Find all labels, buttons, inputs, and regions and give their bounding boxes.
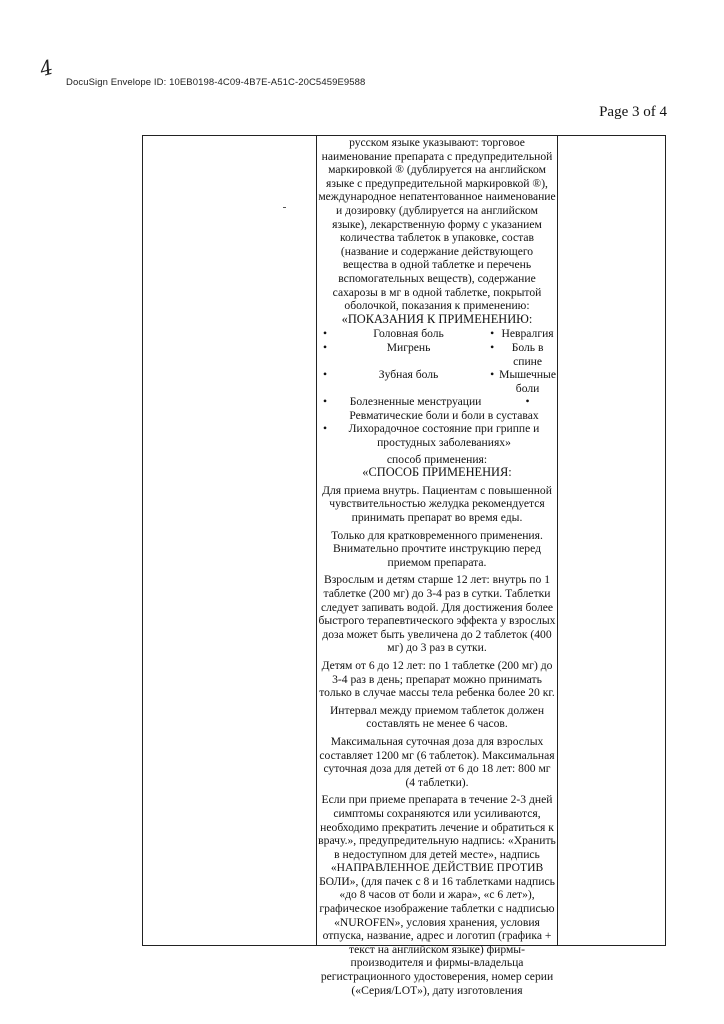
- warnings-paragraph: Если при приеме препарата в течение 2-3 дней симптомы сохраняются или усиливаются, необходимо прекратить лечение и обратиться к врачу.», предупредительную надпись: «Хранить в недоступном для детей месте», надпись «НАПРАВЛЕННОЕ ДЕЙСТВИЕ ПРОТИВ БОЛИ», (для пачек с 8 и 16 таблетками надпись «до 8 часов от боли и жара», «с 6 лет»), графическое изображение таблетки с надписью «NUROFEN», условия хранения, условия отпуска, название, адрес и логотип (графика + текст на английском языке) фирмы-производителя и фирмы-владельца регистрационного удостоверения, номер серии («Серия/LOT»), дату изготовления: [318, 793, 556, 997]
- indications-list: [318, 327, 556, 449]
- table-column-divider-right: [557, 136, 558, 945]
- list-item: [318, 341, 556, 368]
- indication-text: Головная боль: [373, 327, 444, 341]
- list-item: [318, 395, 556, 409]
- list-item: [318, 327, 556, 341]
- method-label: способ применения:: [386, 452, 488, 466]
- indication-text: Мышечные боли: [499, 368, 556, 395]
- method-heading: «СПОСОБ ПРИМЕНЕНИЯ:: [362, 465, 512, 480]
- bullet-icon: •: [525, 395, 530, 409]
- intro-paragraph: русском языке указывают: торговое наименование препарата с предупредительной маркировкой ® (дублируется на английском языке с предупредительной маркировкой ®), международное непатентованное наименование и дозировку (дублируется на английском языке), лекарственную форму с указанием количества таблеток в упаковке, состав (название и содержание действующего вещества в одной таблетке и перечень вспомогательных веществ), содержание сахарозы в мг в одной таблетке, покрытой оболочкой, показания к применению:: [318, 136, 556, 313]
- interval-paragraph: Интервал между приемом таблеток должен составлять не менее 6 часов.: [329, 703, 545, 731]
- docusign-envelope-id: DocuSign Envelope ID: 10EB0198-4C09-4B7E-A51C-20C5459E9588: [66, 77, 366, 88]
- bullet-icon: •: [322, 395, 328, 409]
- indication-text: Болезненные менструации: [349, 395, 482, 409]
- handwritten-mark: 4: [37, 54, 56, 82]
- indication-text: Невралгия: [501, 327, 554, 341]
- bullet-icon: •: [322, 327, 328, 341]
- indication-text: Ревматические боли и боли в суставах: [349, 408, 539, 422]
- indication-text: Мигрень: [386, 340, 431, 354]
- indication-text: Боль в спине: [511, 340, 544, 368]
- list-item: [318, 409, 556, 423]
- document-table: [142, 135, 666, 997]
- oral-paragraph: Для приема внутрь. Пациентам с повышенной чувствительностью желудка рекомендуется принимать препарат во время еды.: [322, 483, 552, 525]
- short-term-paragraph: Только для кратковременного применения. Внимательно прочтите инструкцию перед приемом препарата.: [331, 528, 543, 569]
- bullet-icon: •: [490, 340, 495, 354]
- bullet-icon: •: [490, 368, 495, 382]
- bullet-icon: •: [322, 368, 328, 382]
- table-column-divider-left: [316, 136, 317, 945]
- max-dose-paragraph: Максимальная суточная доза для взрослых составляет 1200 мг (6 таблеток). Максимальная суточная доза для детей от 6 до 18 лет: 800 мг (4 таблетки).: [319, 734, 555, 789]
- label-text-cell: [318, 136, 556, 997]
- adults-dosage-paragraph: Взрослым и детям старше 12 лет: внутрь по 1 таблетке (200 мг) до 3-4 раз в сутки. Таблетки следует запивать водой. Для достижения более быстрого терапевтического эффекта у взрослых доза может быть увеличена до 2 таблеток (400 мг) до 3 раз в сутки.: [318, 573, 556, 655]
- children-dosage-paragraph: Детям от 6 до 12 лет: по 1 таблетке (200 мг) до 3-4 раз в день; препарат можно принимать только в случае массы тела ребенка более 20 кг.: [319, 658, 555, 700]
- list-item: [318, 368, 556, 395]
- bullet-icon: •: [490, 327, 495, 341]
- indication-text: Лихорадочное состояние при гриппе и простудных заболеваниях»: [348, 422, 540, 450]
- indication-text: Зубная боль: [378, 368, 439, 382]
- page-number: Page 3 of 4: [599, 104, 667, 120]
- bullet-icon: •: [322, 340, 328, 354]
- bullet-icon: •: [322, 422, 328, 436]
- list-item: [318, 422, 556, 449]
- indications-heading: «ПОКАЗАНИЯ К ПРИМЕНЕНИЮ:: [341, 311, 533, 326]
